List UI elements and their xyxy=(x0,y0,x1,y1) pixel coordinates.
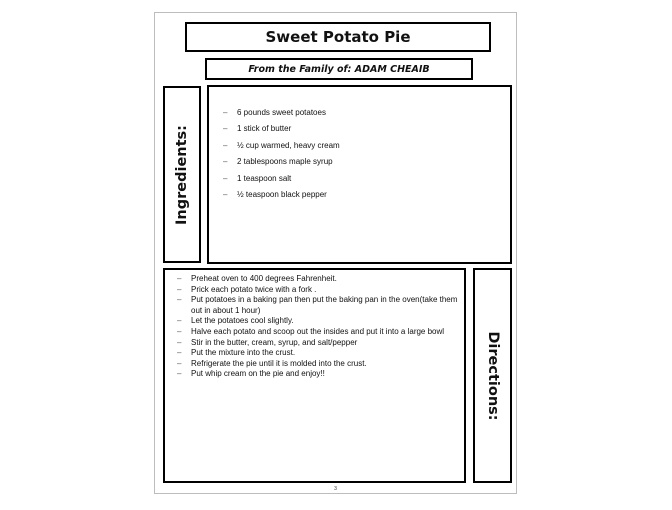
directions-heading: Directions: xyxy=(484,330,501,421)
ingredients-box xyxy=(207,85,512,264)
direction-step: – Halve each potato and scoop out the insides and put it into a large bowl xyxy=(177,326,445,336)
bullet-dash: – xyxy=(177,326,182,336)
recipe-title: Sweet Potato Pie xyxy=(265,28,411,46)
direction-step: – Prick each potato twice with a fork . xyxy=(177,284,317,294)
family-box xyxy=(205,58,473,80)
bullet-dash: – xyxy=(223,124,228,134)
ingredient-item: – ½ teaspoon black pepper xyxy=(223,187,340,203)
ingredient-item: – 2 tablespoons maple syrup xyxy=(223,154,340,170)
bullet-dash: – xyxy=(223,108,228,117)
bullet-dash: – xyxy=(177,284,182,294)
direction-step: – Refrigerate the pie until it is molded into the crust. xyxy=(177,358,367,368)
direction-step: – Let the potatoes cool slightly. xyxy=(177,316,294,326)
bullet-dash: – xyxy=(223,190,228,200)
bullet-dash: – xyxy=(223,157,228,167)
bullet-dash: – xyxy=(177,274,182,283)
bullet-dash: – xyxy=(177,337,182,347)
direction-step: – Stir in the butter, cream, syrup, and salt/pepper xyxy=(177,337,358,347)
bullet-dash: – xyxy=(223,173,228,183)
ingredient-item: – 1 stick of butter xyxy=(223,121,340,137)
directions-list xyxy=(177,274,462,380)
bullet-dash: – xyxy=(177,358,182,368)
direction-step: – Put the mixture into the crust. xyxy=(177,348,296,358)
directions-heading-box xyxy=(473,268,512,483)
bullet-dash: – xyxy=(223,140,228,150)
page-number: 3 xyxy=(334,486,337,492)
bullet-dash: – xyxy=(177,316,182,326)
family-prefix: From the Family of: xyxy=(248,63,352,75)
direction-step: – Put potatoes in a baking pan then put the baking pan in the oven(take them out in about 1 hour) xyxy=(177,295,458,315)
ingredient-item: – ½ cup warmed, heavy cream xyxy=(223,138,340,154)
recipe-title-box xyxy=(185,22,491,52)
ingredients-list xyxy=(223,105,340,203)
bullet-dash: – xyxy=(177,369,182,379)
family-name: ADAM CHEAIB xyxy=(354,63,430,75)
recipe-page xyxy=(154,12,517,494)
ingredients-heading-box xyxy=(163,86,201,263)
directions-box xyxy=(163,268,466,483)
direction-step: – Put whip cream on the pie and enjoy!! xyxy=(177,369,325,379)
bullet-dash: – xyxy=(177,295,182,305)
ingredient-item: – 6 pounds sweet potatoes xyxy=(223,105,340,121)
direction-step: – Preheat oven to 400 degrees Fahrenheit. xyxy=(177,274,337,283)
ingredient-item: – 1 teaspoon salt xyxy=(223,171,340,187)
ingredients-heading: Ingredients: xyxy=(174,124,190,225)
bullet-dash: – xyxy=(177,348,182,358)
